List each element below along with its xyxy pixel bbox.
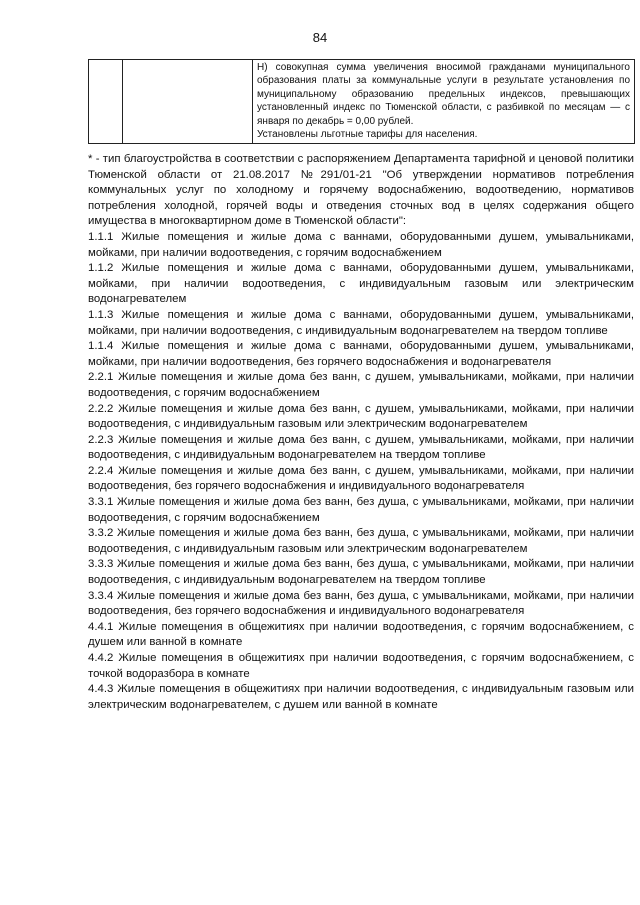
list-item: 3.3.1 Жилые помещения и жилые дома без ванн, без душа, с умывальниками, мойками, при наличии водоотведения, с горячим водоснабжением — [88, 496, 634, 524]
list-item: 2.2.1 Жилые помещения и жилые дома без ванн, с душем, умывальниками, мойками, при наличии водоотведения, с горячим водоснабжением — [88, 371, 634, 399]
table-row — [89, 60, 635, 144]
list-item: 2.2.3 Жилые помещения и жилые дома без ванн, с душем, умывальниками, мойками, при наличии водоотведения, с индивидуальным водонагревателем на твердом топливе — [88, 433, 634, 462]
document-body — [88, 152, 634, 713]
list-item: 1.1.2 Жилые помещения и жилые дома с ваннами, оборудованными душем, умывальниками, мойками, при наличии водоотведения, с индивидуальным газовым или электрическим водонагревателем — [88, 262, 634, 306]
list-item: 1.1.3 Жилые помещения и жилые дома с ваннами, оборудованными душем, умывальниками, мойками, при наличии водоотведения, с индивидуальным водонагревателем на твердом топливе — [88, 308, 634, 337]
footnote-paragraph: * - тип благоустройства в соответствии с распоряжением Департамента тарифной и ценовой политики Тюменской области от 21.08.2017 №291/01-21 "Об утверждении нормативов потребления коммунальных услуг по холодному и горячему водоснабжению, водоотведению, нормативов потребления холодной, горячей воды и отведения сточных вод в целях содержания общего имущества в многоквартирном доме в Тюменской области": — [88, 153, 634, 228]
list-item: 2.2.4 Жилые помещения и жилые дома без ванн, с душем, умывальниками, мойками, при наличии водоотведения, без горячего водоснабжения и индивидуального водонагревателя — [88, 464, 634, 493]
list-item: 4.4.2 Жилые помещения в общежитиях при наличии водоотведения, с горячим водоснабжением, с точкой водоразбора в комнате — [88, 652, 634, 680]
list-item: 3.3.3 Жилые помещения и жилые дома без ванн, без душа, с умывальниками, мойками, при наличии водоотведения, с индивидуальным водонагревателем на твердом топливе — [88, 558, 634, 587]
page-number: 84 — [312, 30, 328, 45]
list-item: 3.3.4 Жилые помещения и жилые дома без ванн, без душа, с умывальниками, мойками, при наличии водоотведения, без горячего водоснабжения и индивидуального водонагревателя — [88, 589, 634, 618]
list-item: 1.1.4 Жилые помещения и жилые дома с ваннами, оборудованными душем, умывальниками, мойками, при наличии водоотведения, без горячего водоснабжения и водонагревателя — [88, 340, 634, 368]
table-cell-empty-1 — [89, 60, 123, 144]
list-item: 3.3.2 Жилые помещения и жилые дома без ванн, без душа, с умывальниками, мойками, при наличии водоотведения, с индивидуальным газовым или электрическим водонагревателем — [88, 527, 634, 555]
table-cell-empty-2 — [123, 60, 253, 144]
continuation-table — [88, 59, 635, 144]
cell-paragraph: Н) совокупная сумма увеличения вносимой гражданами муниципального образования платы за коммунальные услуги в результате установления по муниципальному образованию предельных индексов, превышающих установленный индекс по Тюменской области, с разбивкой по месяцам — с января по декабрь = 0,00 рублей. — [257, 62, 630, 127]
cell-paragraph: Установлены льготные тарифы для населения. — [257, 129, 478, 141]
list-item: 2.2.2 Жилые помещения и жилые дома без ванн, с душем, умывальниками, мойками, при наличии водоотведения, с индивидуальным газовым или электрическим водонагревателем — [88, 402, 634, 431]
list-item: 4.4.3 Жилые помещения в общежитиях при наличии водоотведения, с индивидуальным газовым или электрическим водонагревателем, с душем или ванной в комнате — [88, 683, 634, 711]
table-cell-content — [253, 60, 635, 144]
list-item: 4.4.1 Жилые помещения в общежитиях при наличии водоотведения, с горячим водоснабжением, с душем или ванной в комнате — [88, 620, 634, 649]
list-item: 1.1.1 Жилые помещения и жилые дома с ваннами, оборудованными душем, умывальниками, мойками, при наличии водоотведения, с горячим водоснабжением — [88, 230, 634, 259]
